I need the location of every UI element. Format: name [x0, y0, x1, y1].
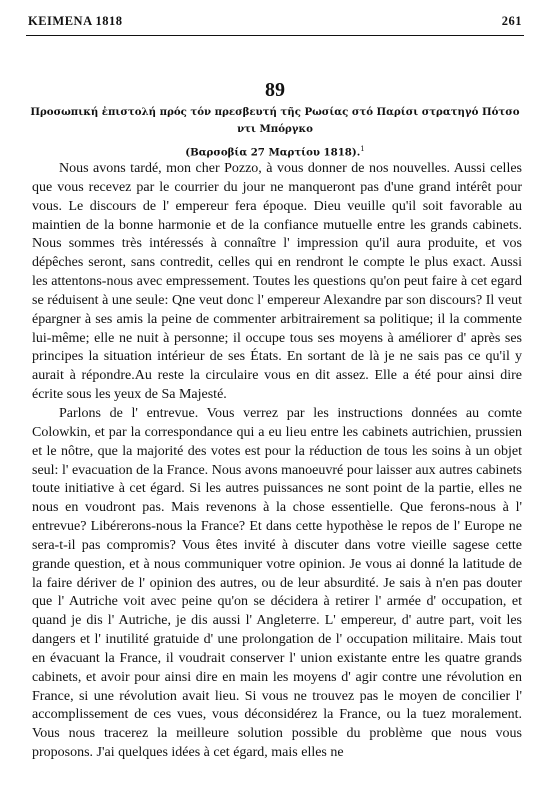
document-date: [0, 141, 550, 161]
header-rule: [26, 35, 524, 36]
document-number: 89: [265, 79, 285, 101]
footnote-marker: 1: [360, 145, 365, 153]
page-number: 261: [501, 14, 522, 28]
paragraph: Nous avons tardé, mon cher Pozzo, à vous donner de nos nouvelles. Aussi celles que vous recevez par le courrier du jour ne manqueront pas d'une grand intérêt pour vous. Le discours de l' empereur fera époque. Dieu veuille qu'il soit favorable au maintien de la bonne harmonie et de la confiance mutuelle entre les grands cabinets. Nous sommes très intéressés à connaître l' impression qu'il aura produite, et vos dépêches seront, sans contredit, celles qui en rendront le compte le plus exact. Aussi les attentons-nous avec empressement. Toutes les questions qu'on peut faire à cet egard se réduisent à une seule: Qne veut donc l' empereur Alexandre par son discours? Il veut épargner à ses amis la peine de commenter arbitrairement sa politique; il la commente lui-même; elle ne nuit à personne; il occupe tous ses moyens à améliorer d' après ses principes la situation intérieur de ses États. En sortant de là je ne sais pas ce qu'il y aurait à répondre.Au reste la circulaire vous en dit assez. Elle a été pour ainsi dire écrite sous les yeux de Sa Majesté.: [32, 161, 522, 403]
running-header: [28, 14, 522, 32]
document-date-text: (Βαρσοβία 27 Μαρτίου 1818).: [185, 146, 361, 159]
document-heading: Προσωπική ἐπιστολή πρός τόν πρεσβευτή τῆς Ρωσίας στό Παρίσι στρατηγό Πότσο ντι Μπόργκο: [30, 106, 520, 135]
letter-body: [32, 160, 522, 763]
paragraph: Parlons de l' entrevue. Vous verrez par les instructions données au comte Colowkin, et par la correspondance qui a eu lieu entre les cabinets autrichien, prussien et le nôtre, que la majorité des votes est pour la réduction de tous les soins à un objet seul: l' evacuation de la France. Nous avons manoeuvré pour laisser aux autres cabinets toute initiative à cet égard. Si les autres puissances ne sont point de la partie, elles ne nous en voudront pas. Mais revenons à la chose essentielle. Que ferons-nous à l' entrevue? Libérerons-nous la France? Et dans cette hypothèse le repos de l' Europe ne sera-t-il pas compromis? Vous êtes invité à discuter dans votre vieille sagese cette grande question, et à nous communiquer votre opinion. Je vous ai donné la latitude de la faire dériver de l' opinion des autres, ou de leur absurdité. Je sais à n'en pas douter que l' Autriche voit avec peine qu'on se décidera à retirer l' armée d' occupation, et quand je dis l' Autriche, je dis aussi l' Angleterre. L' empereur, d' autre part, voit les dangers et l' inutilité gratuide d' une prolongation de l' occupation militaire. Mais tout en évacuant la France, il voudrait conserver l' union existante entre les quatre grands cabinets, et avoir pour ainsi dire en main les moyens d' agir contre une révolution en France, si une révolution avait lieu. Si vous ne trouvez pas le moyen de concilier l' accomplissement de ces vues, vous déconsidérez la France, ou la tuez moralement. Vous nous tracerez la meilleure solution possible du problème que nous vous proposons. J'ai quelques idées à cet égard, mais elles ne: [32, 405, 522, 761]
running-title: ΚΕΙΜΕΝΑ 1818: [28, 14, 123, 28]
